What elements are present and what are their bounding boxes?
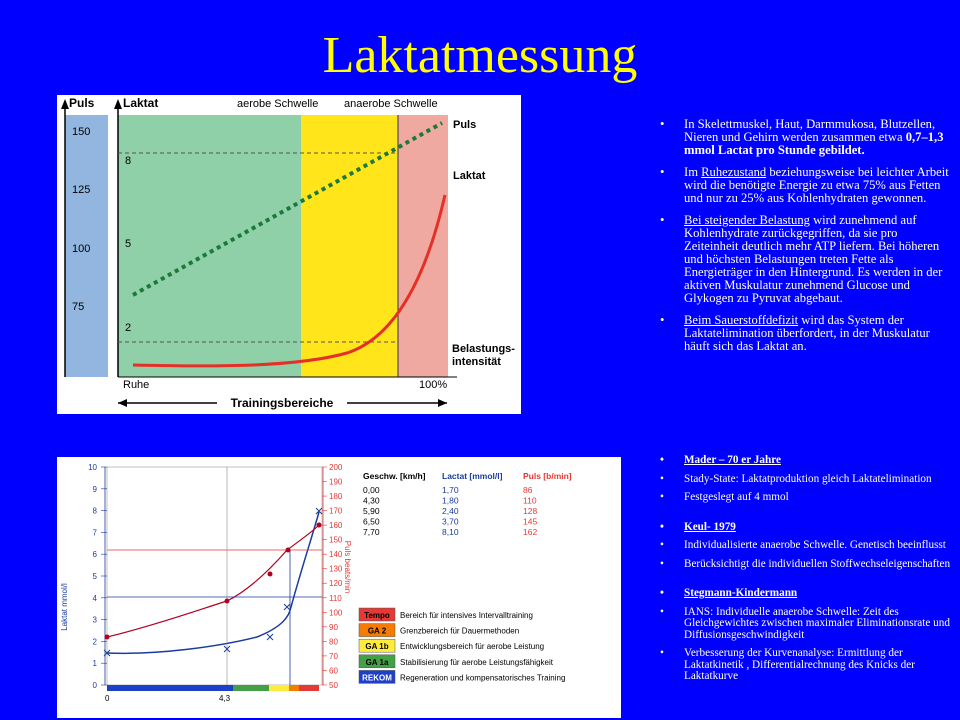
bullet-item: • Verbesserung der Kurvenanalyse: Ermittlung der Laktatkinetik , Differentialrechnung des Knicks der Laktatkurve bbox=[648, 648, 954, 683]
th-lactat: Lactat [mmol/l] bbox=[442, 471, 503, 481]
zone-tag: GA 1a bbox=[365, 657, 389, 667]
laktat-curve-label: Laktat bbox=[453, 170, 486, 182]
bullet-item: • Beim Sauerstoffdefizit wird das System der Laktatelimination überfordert, in der Muskulatur häuft sich das Laktat an. bbox=[648, 314, 954, 353]
bullets-threshold-history bbox=[648, 455, 954, 690]
cell-lactat: 2,40 bbox=[442, 506, 459, 516]
cell-puls: 145 bbox=[523, 516, 538, 527]
training-zones-figure bbox=[57, 95, 521, 414]
cell-speed: 0,00 bbox=[363, 485, 380, 495]
right-tick: 120 bbox=[329, 579, 343, 589]
lactate-test-figure bbox=[57, 457, 621, 718]
right-tick: 70 bbox=[329, 651, 338, 661]
belastung-label-1: Belastungs- bbox=[452, 343, 515, 355]
right-tick: 60 bbox=[329, 666, 338, 676]
cell-puls: 128 bbox=[523, 506, 538, 516]
laktat-tick: 8 bbox=[125, 155, 132, 167]
right-tick: 90 bbox=[329, 622, 338, 632]
puls-tick: 75 bbox=[72, 301, 85, 313]
right-tick: 110 bbox=[329, 593, 342, 603]
bullet-item: • Stady-State: Laktatproduktion gleich Laktatelimination bbox=[648, 474, 954, 486]
cell-speed: 7,70 bbox=[363, 527, 380, 537]
right-tick: 140 bbox=[329, 550, 343, 560]
left-tick: 2 bbox=[92, 637, 97, 647]
zone-desc: Bereich für intensives Intervalltraining bbox=[400, 611, 533, 620]
laktat-tick: 5 bbox=[125, 238, 132, 250]
left-tick: 5 bbox=[92, 572, 97, 581]
slide-title: Laktatmessung bbox=[322, 27, 638, 84]
cell-speed: 4,30 bbox=[363, 495, 380, 506]
cell-lactat: 1,70 bbox=[442, 485, 459, 495]
bullets-lactate-facts bbox=[648, 118, 954, 362]
right-tick: 200 bbox=[329, 463, 343, 472]
zone-tag: Tempo bbox=[364, 611, 390, 620]
right-tick: 160 bbox=[329, 521, 343, 531]
right-tick: 100 bbox=[329, 608, 343, 618]
bullet-item: • Festgeslegt auf 4 mmol bbox=[648, 492, 954, 504]
ruhe-label: Ruhe bbox=[123, 379, 150, 391]
right-ylabel: Puls beats/min bbox=[343, 540, 352, 594]
cell-speed: 6,50 bbox=[363, 516, 380, 527]
puls-axis-label: Puls bbox=[69, 96, 95, 110]
zone-tag: GA 2 bbox=[367, 626, 387, 636]
bullet-item: • In Skelettmuskel, Haut, Darmmukosa, Blutzellen, Nieren und Gehirn werden zusammen etwa 0,7–1,3 mmol Lactat pro Stunde gebildet. bbox=[648, 118, 954, 157]
puls-tick: 125 bbox=[72, 184, 91, 196]
right-tick: 190 bbox=[329, 477, 343, 487]
zone-desc: Entwicklungsbereich für aerobe Leistung bbox=[400, 642, 545, 652]
right-tick: 170 bbox=[329, 506, 343, 516]
laktat-axis-label: Laktat bbox=[123, 96, 159, 110]
cell-lactat: 1,80 bbox=[442, 495, 459, 506]
lactate-curve bbox=[107, 512, 319, 653]
laktat-tick: 2 bbox=[125, 322, 132, 334]
right-tick: 180 bbox=[329, 492, 343, 502]
bullet-item: • Im Ruhezustand beziehungsweise bei leichter Arbeit wird die benötigte Energie zu etwa 75% aus Fetten und nur zu 25% aus Kohlenhydraten gewonnen. bbox=[648, 166, 954, 205]
left-tick: 6 bbox=[92, 550, 97, 560]
puls-tick: 150 bbox=[72, 126, 91, 138]
th-speed: Geschw. [km/h] bbox=[363, 471, 426, 481]
bullet-head: • Mader – 70 er Jahre bbox=[648, 455, 954, 467]
right-tick: 50 bbox=[329, 680, 338, 690]
bullet-head: • Keul- 1979 bbox=[648, 522, 954, 534]
x-tick-43: 4,3 bbox=[219, 694, 231, 703]
puls-tick: 100 bbox=[72, 243, 91, 255]
left-tick: 3 bbox=[92, 615, 97, 625]
pulse-curve bbox=[107, 525, 319, 637]
anaerobe-schwelle-label: anaerobe Schwelle bbox=[344, 98, 438, 110]
bullet-item: • Individualisierte anaerobe Schwelle. Genetisch beeinflusst bbox=[648, 540, 954, 552]
cell-lactat: 8,10 bbox=[442, 527, 459, 537]
zone-desc: Regeneration und kompensatorisches Training bbox=[400, 673, 566, 683]
anaerobic-zone bbox=[398, 115, 448, 377]
left-tick: 8 bbox=[92, 506, 97, 516]
left-tick: 4 bbox=[92, 593, 97, 603]
left-tick: 0 bbox=[92, 681, 97, 690]
aerobic-zone bbox=[118, 115, 301, 377]
hundred-label: 100% bbox=[419, 379, 448, 391]
bullet-item: • IANS: Individuelle anaerobe Schwelle: Zeit des Gleichgewichtes zwischen maximaler Eliminationsrate und Diffusionsgeschwindigkeit bbox=[648, 607, 954, 642]
left-tick: 7 bbox=[92, 528, 97, 538]
left-tick: 1 bbox=[92, 659, 97, 669]
bullet-item: • Bei steigender Belastung wird zunehmend auf Kohlenhydrate zurückgegriffen, da sie pro Zeiteinheit deutlich mehr ATP liefern. Bei höheren und höchsten Belastungen treten Fette als Energieträger in den Hintergrund. Es werden in der aktiven Muskulatur zunehmend Glucose und Glykogen zu Pyruvat abgebaut. bbox=[648, 214, 954, 305]
cell-puls: 110 bbox=[523, 495, 537, 506]
right-tick: 130 bbox=[329, 564, 343, 574]
cell-lactat: 3,70 bbox=[442, 516, 459, 527]
trainingsbereiche-label: Trainingsbereiche bbox=[230, 396, 334, 410]
right-tick: 150 bbox=[329, 535, 343, 545]
left-ylabel: Laktat mmol/l bbox=[60, 583, 69, 631]
cell-puls: 162 bbox=[523, 527, 538, 537]
aerobe-schwelle-label: aerobe Schwelle bbox=[237, 98, 319, 110]
zone-desc: Grenzbereich für Dauermethoden bbox=[400, 626, 520, 636]
bullet-head: • Stegmann-Kindermann bbox=[648, 588, 954, 600]
cell-puls: 86 bbox=[523, 485, 533, 495]
bullet-item: • Berücksichtigt die individuellen Stoffwechseleigenschaften bbox=[648, 559, 954, 571]
puls-curve-label: Puls bbox=[453, 119, 477, 131]
th-puls: Puls [b/min] bbox=[523, 471, 572, 481]
transition-zone bbox=[301, 115, 398, 377]
right-tick: 80 bbox=[329, 637, 338, 647]
x-tick-0: 0 bbox=[105, 694, 110, 703]
left-tick: 10 bbox=[88, 463, 97, 472]
zone-desc: Stabilisierung für aerobe Leistungsfähigkeit bbox=[400, 657, 553, 667]
zone-tag: GA 1b bbox=[365, 642, 389, 652]
zone-tag: REKOM bbox=[362, 673, 392, 683]
cell-speed: 5,90 bbox=[363, 506, 380, 516]
belastung-label-2: intensität bbox=[452, 356, 501, 368]
left-tick: 9 bbox=[92, 484, 97, 494]
